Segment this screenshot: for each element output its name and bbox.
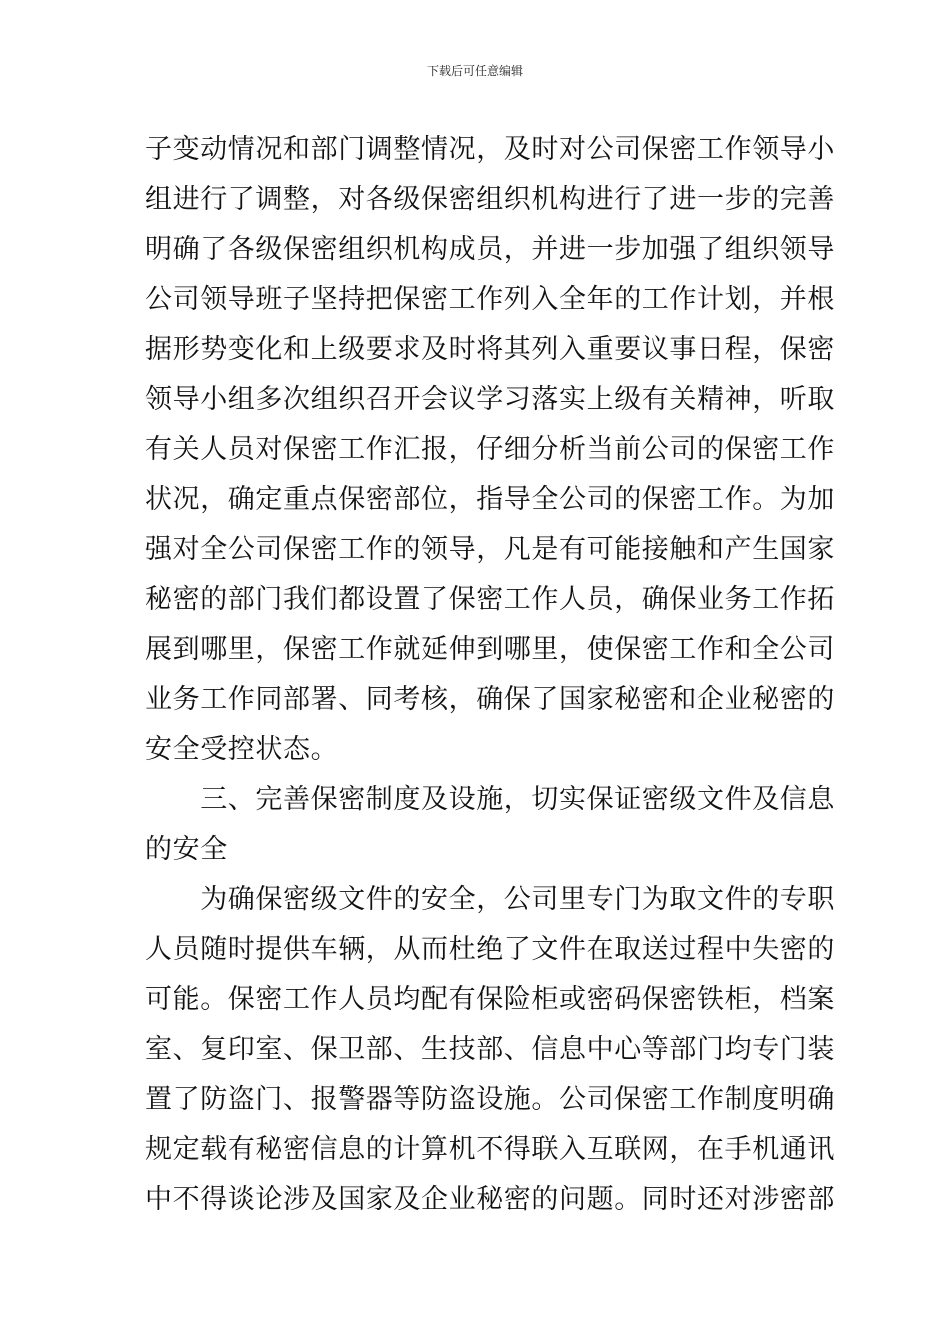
text-line: 明确了各级保密组织机构成员，并进一步加强了组织领导 — [145, 234, 835, 265]
section-heading-line: 三、完善保密制度及设施，切实保证密级文件及信息 — [145, 784, 835, 815]
text-line: 有关人员对保密工作汇报，仔细分析当前公司的保密工作 — [145, 434, 835, 465]
text-line: 强对全公司保密工作的领导，凡是有可能接触和产生国家 — [145, 534, 835, 565]
section-heading-line: 的安全 — [145, 834, 228, 865]
text-line: 人员随时提供车辆，从而杜绝了文件在取送过程中失密的 — [145, 934, 835, 965]
text-line: 室、复印室、保卫部、生技部、信息中心等部门均专门装 — [145, 1034, 835, 1065]
page-header: 下载后可任意编辑 — [426, 64, 523, 78]
text-line: 业务工作同部署、同考核，确保了国家秘密和企业秘密的 — [145, 684, 835, 715]
text-line: 中不得谈论涉及国家及企业秘密的问题。同时还对涉密部 — [145, 1184, 835, 1215]
text-line: 为确保密级文件的安全，公司里专门为取文件的专职 — [145, 884, 835, 915]
text-line: 据形势变化和上级要求及时将其列入重要议事日程，保密 — [145, 334, 835, 365]
text-line: 可能。保密工作人员均配有保险柜或密码保密铁柜，档案 — [145, 984, 835, 1015]
text-line: 子变动情况和部门调整情况，及时对公司保密工作领导小 — [145, 134, 835, 165]
text-line: 公司领导班子坚持把保密工作列入全年的工作计划，并根 — [145, 284, 835, 315]
text-line: 规定载有秘密信息的计算机不得联入互联网，在手机通讯 — [145, 1134, 835, 1165]
text-line: 展到哪里，保密工作就延伸到哪里，使保密工作和全公司 — [145, 634, 835, 665]
text-line: 安全受控状态。 — [145, 734, 339, 765]
document-body — [145, 125, 835, 1225]
text-line: 组进行了调整，对各级保密组织机构进行了进一步的完善 — [145, 184, 835, 215]
text-line: 状况，确定重点保密部位，指导全公司的保密工作。为加 — [145, 484, 835, 515]
text-line: 领导小组多次组织召开会议学习落实上级有关精神，听取 — [145, 384, 835, 415]
text-line: 秘密的部门我们都设置了保密工作人员，确保业务工作拓 — [145, 584, 835, 615]
text-line: 置了防盗门、报警器等防盗设施。公司保密工作制度明确 — [145, 1084, 835, 1115]
